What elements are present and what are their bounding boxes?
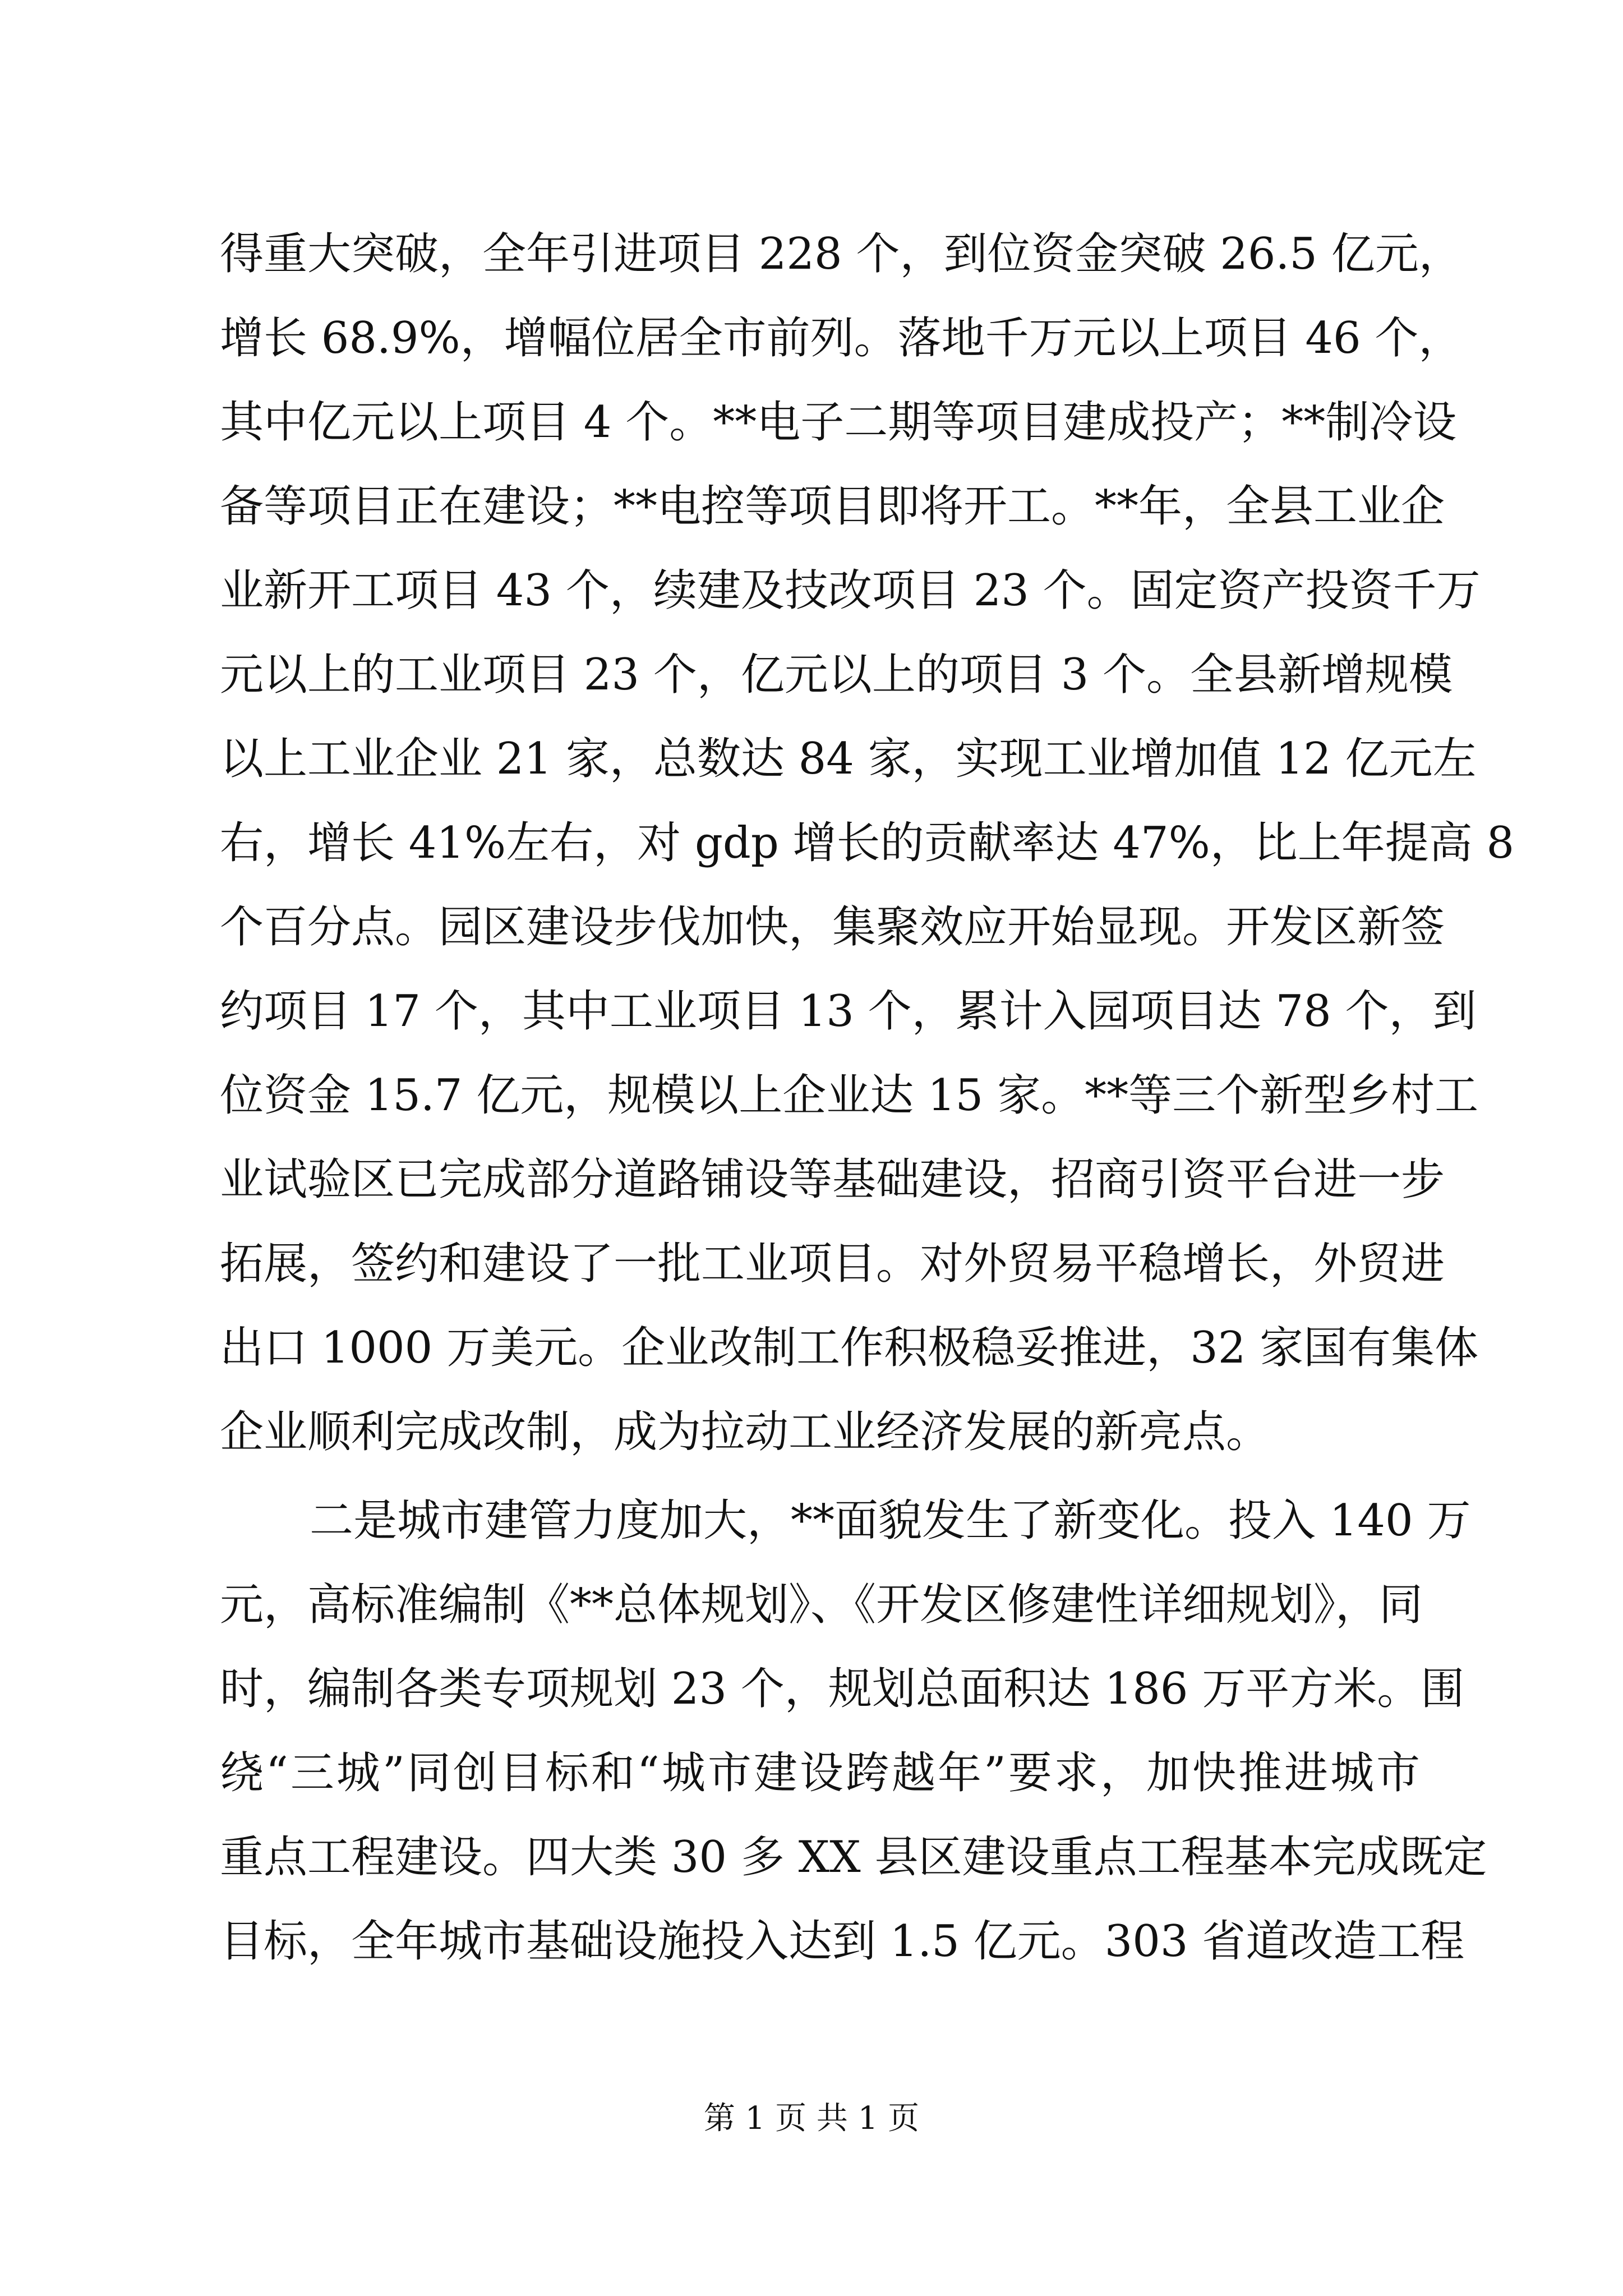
text-line: 时，编制各类专项规划 23 个，规划总面积达 186 万平方米。围 [220, 1664, 1465, 1714]
text-line: 位资金 15.7 亿元，规模以上企业达 15 家。**等三个新型乡村工 [220, 1070, 1479, 1121]
text-line: 右，增长 41%左右，对 gdp 增长的贡献率达 47%，比上年提高 8 [220, 818, 1515, 868]
text-line: 得重大突破，全年引进项目 228 个，到位资金突破 26.5 亿元， [220, 229, 1463, 279]
text-line: 拓展，签约和建设了一批工业项目。对外贸易平稳增长，外贸进 [220, 1239, 1445, 1289]
text-line: 目标，全年城市基础设施投入达到 1.5 亿元。303 省道改造工程 [220, 1916, 1465, 1967]
document-body [220, 212, 1515, 1984]
text-line: 以上工业企业 21 家，总数达 84 家，实现工业增加值 12 亿元左 [220, 734, 1477, 784]
text-line: 出口 1000 万美元。企业改制工作积极稳妥推进，32 家国有集体 [220, 1323, 1479, 1373]
text-line: 业新开工项目 43 个，续建及技改项目 23 个。固定资产投资千万 [220, 565, 1481, 616]
paragraph-1 [220, 212, 1515, 1474]
page-number-label: 第 1 页 共 1 页 [703, 2100, 920, 2137]
text-line: 备等项目正在建设；**电控等项目即将开工。**年，全县工业企 [220, 481, 1445, 532]
text-line: 增长 68.9%，增幅位居全市前列。落地千万元以上项目 46 个， [220, 313, 1463, 364]
paragraph-gap [220, 1474, 1420, 1479]
text-line: 元以上的工业项目 23 个，亿元以上的项目 3 个。全县新增规模 [220, 650, 1453, 700]
text-line: 个百分点。园区建设步伐加快，集聚效应开始显现。开发区新签 [220, 902, 1445, 953]
text-line: 约项目 17 个，其中工业项目 13 个，累计入园项目达 78 个，到 [220, 986, 1477, 1037]
text-line: 企业顺利完成改制，成为拉动工业经济发展的新亮点。 [220, 1407, 1270, 1457]
text-line: 绕“三城”同创目标和“城市建设跨越年”要求，加快推进城市 [220, 1748, 1420, 1798]
text-line: 二是城市建管力度加大，**面貌发生了新变化。投入 140 万 [310, 1496, 1471, 1546]
paragraph-2 [220, 1479, 1487, 1984]
text-line: 元，高标准编制《**总体规划》、《开发区修建性详细规划》，同 [220, 1580, 1423, 1630]
text-line: 业试验区已完成部分道路铺设等基础建设，招商引资平台进一步 [220, 1154, 1445, 1205]
page-footer [0, 2099, 1623, 2138]
text-line: 其中亿元以上项目 4 个。**电子二期等项目建成投产；**制冷设 [220, 397, 1457, 448]
text-line: 重点工程建设。四大类 30 多 XX 县区建设重点工程基本完成既定 [220, 1832, 1487, 1883]
